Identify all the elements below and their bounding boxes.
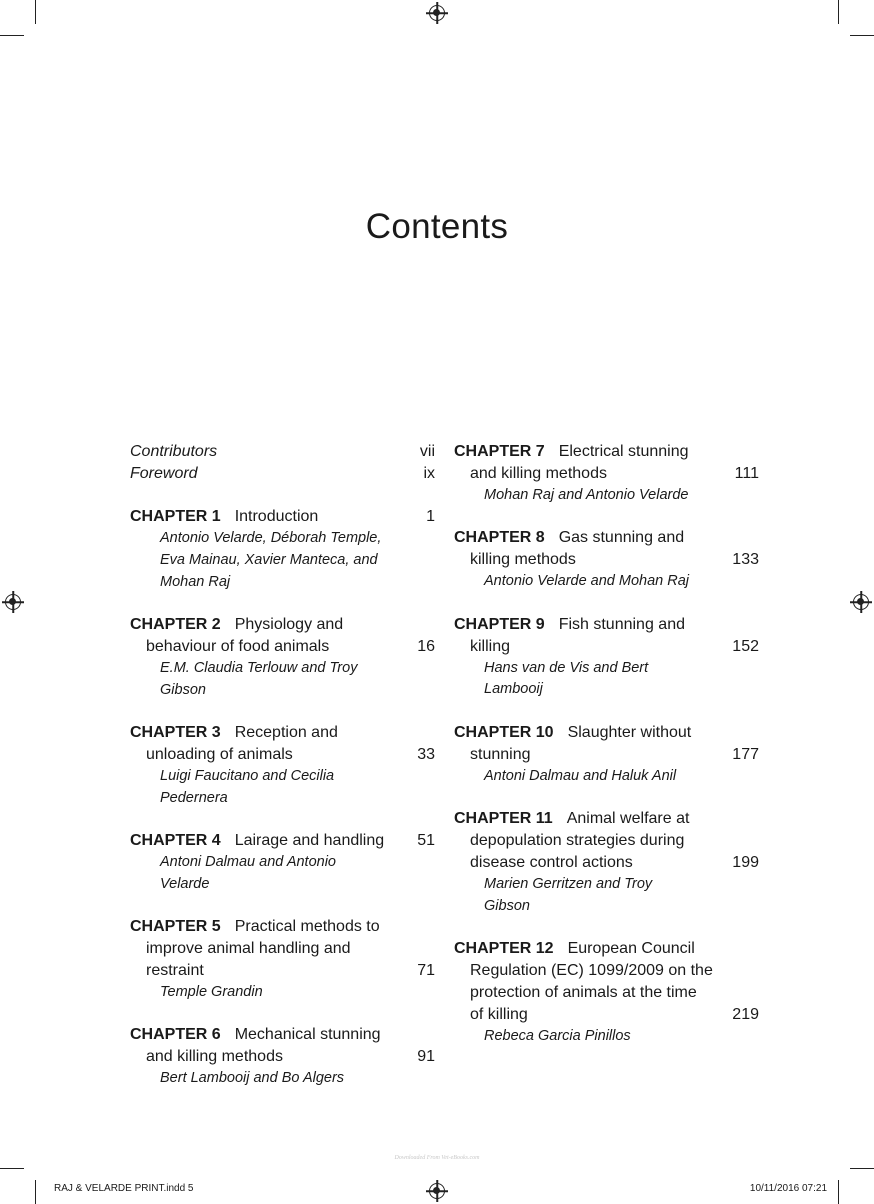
chapter-authors	[130, 766, 435, 810]
page-number: 111	[734, 465, 759, 482]
page-title: Contents	[365, 207, 509, 246]
toc-entry[interactable]	[454, 722, 759, 788]
chapter-authors	[130, 852, 435, 896]
chapter-title: killing methods	[470, 551, 576, 569]
registration-mark-icon	[429, 1183, 445, 1199]
chapter-title-line	[454, 722, 759, 744]
chapter-title-line	[454, 636, 759, 658]
front-matter-item[interactable]	[130, 463, 435, 485]
crop-mark	[35, 0, 36, 24]
front-matter-item[interactable]	[130, 441, 435, 463]
author-line: Rebeca Garcia Pinillos	[484, 1028, 631, 1045]
crop-mark	[850, 1168, 874, 1169]
chapter-title: unloading of animals	[146, 745, 293, 763]
author-line: Luigi Faucitano and Cecilia	[160, 767, 335, 784]
chapter-title-line	[454, 614, 759, 636]
chapter-title-line	[130, 1024, 435, 1046]
chapter-title: European Council	[567, 940, 695, 958]
crop-mark	[838, 0, 839, 24]
chapter-number: CHAPTER 5	[130, 918, 221, 936]
author-line: Antoni Dalmau and Antonio	[160, 854, 336, 871]
chapter-number: CHAPTER 6	[130, 1026, 221, 1044]
chapter-number: CHAPTER 2	[130, 615, 221, 633]
page-number: 16	[417, 637, 435, 655]
chapter-title-line	[130, 938, 435, 960]
chapter-title-line	[130, 722, 435, 744]
chapter-title-line	[130, 636, 435, 658]
chapter-number: CHAPTER 11	[454, 809, 553, 827]
author-line: Antoni Dalmau and Haluk Anil	[484, 767, 677, 784]
chapter-number: CHAPTER 3	[130, 723, 221, 741]
author-line: Lambooij	[484, 681, 543, 698]
chapter-title: killing	[470, 637, 511, 655]
chapter-title: Fish stunning and	[558, 615, 685, 633]
author-line: Mohan Raj	[160, 573, 231, 590]
registration-mark-icon	[429, 5, 445, 21]
toc-entry[interactable]	[130, 506, 435, 593]
chapter-title: Regulation (EC) 1099/2009 on the	[470, 962, 713, 980]
chapter-title: protection of animals at the time	[470, 984, 697, 1002]
author-line: E.M. Claudia Terlouw and Troy	[160, 659, 358, 676]
page-number: 152	[732, 637, 759, 655]
chapter-title-line	[454, 463, 759, 485]
chapter-title: Lairage and handling	[234, 832, 385, 850]
author-line: Pedernera	[160, 789, 228, 806]
chapter-title-line	[454, 1004, 759, 1026]
chapter-title: Animal welfare at	[566, 809, 690, 827]
author-line: Marien Gerritzen and Troy	[484, 875, 653, 892]
page-number: 199	[732, 853, 759, 871]
front-matter-label: Contributors	[130, 443, 218, 460]
chapter-number: CHAPTER 12	[454, 940, 554, 958]
toc-entry[interactable]	[454, 614, 759, 702]
chapter-title-line	[130, 614, 435, 636]
chapter-number: CHAPTER 8	[454, 529, 545, 547]
chapter-title: restraint	[146, 962, 204, 980]
registration-mark-icon	[853, 594, 869, 610]
crop-mark	[35, 1180, 36, 1204]
chapter-authors	[454, 1026, 759, 1048]
chapter-title-line	[454, 938, 759, 960]
page-number: vii	[419, 443, 435, 460]
chapter-authors	[454, 571, 759, 593]
toc-entry[interactable]	[130, 722, 435, 810]
chapter-number: CHAPTER 9	[454, 615, 545, 633]
author-line: Eva Mainau, Xavier Manteca, and	[160, 551, 378, 568]
page-number: 219	[732, 1006, 759, 1024]
chapter-title: stunning	[470, 745, 531, 763]
page-number: 1	[426, 508, 435, 525]
crop-mark	[850, 35, 874, 36]
toc-entry[interactable]	[130, 916, 435, 1004]
chapter-title: Practical methods to	[234, 918, 380, 936]
chapter-title: of killing	[470, 1006, 528, 1024]
chapter-title-line	[454, 960, 759, 982]
crop-mark	[0, 1168, 24, 1169]
chapter-title: Physiology and	[234, 615, 344, 633]
chapter-title: disease control actions	[470, 853, 633, 871]
toc-entry[interactable]	[454, 441, 759, 507]
author-line: Antonio Velarde and Mohan Raj	[484, 573, 690, 590]
chapter-title-line	[130, 506, 435, 528]
chapter-number: CHAPTER 4	[130, 832, 221, 850]
page-number: 177	[732, 745, 759, 763]
chapter-number: CHAPTER 10	[454, 723, 554, 741]
chapter-title-line	[454, 744, 759, 766]
toc-entry[interactable]	[454, 527, 759, 593]
author-line: Velarde	[160, 875, 210, 892]
chapter-list-left	[130, 506, 435, 1090]
chapter-authors	[130, 982, 435, 1004]
author-line: Antonio Velarde, Déborah Temple,	[160, 530, 382, 546]
chapter-authors	[130, 1068, 435, 1090]
footer-file-name: RAJ & VELARDE PRINT.indd 5	[54, 1183, 194, 1194]
page-number: ix	[423, 465, 435, 482]
page-number: 33	[417, 745, 435, 763]
chapter-title: and killing methods	[470, 465, 607, 482]
page-number: 91	[417, 1048, 435, 1066]
chapter-title: Introduction	[234, 508, 319, 525]
chapter-title: Mechanical stunning	[234, 1026, 381, 1044]
chapter-title: improve animal handling and	[146, 940, 351, 958]
chapter-authors	[130, 528, 435, 593]
chapter-title: Electrical stunning	[558, 443, 689, 460]
chapter-authors	[454, 485, 759, 507]
footer-timestamp: 10/11/2016 07:21	[749, 1183, 827, 1194]
toc-entry[interactable]	[130, 1024, 435, 1090]
chapter-title: Slaughter without	[567, 723, 692, 741]
chapter-title: Reception and	[234, 723, 338, 741]
chapter-title-line	[454, 527, 759, 549]
chapter-number: CHAPTER 1	[130, 508, 221, 525]
chapter-title-line	[130, 1046, 435, 1068]
author-line: Bert Lambooij and Bo Algers	[160, 1070, 345, 1087]
toc-entry[interactable]	[454, 808, 759, 918]
author-line: Temple Grandin	[160, 984, 263, 1001]
chapter-title-line	[454, 830, 759, 852]
chapter-title: behaviour of food animals	[146, 637, 330, 655]
watermark: Downloaded From Vet-eBooks.com	[394, 1155, 480, 1161]
chapter-title-line	[130, 916, 435, 938]
chapter-title-line	[454, 549, 759, 571]
author-line: Mohan Raj and Antonio Velarde	[484, 487, 689, 503]
author-line: Gibson	[484, 897, 530, 914]
crop-mark	[0, 35, 24, 36]
chapter-title-line	[454, 982, 759, 1004]
toc-entry[interactable]	[454, 938, 759, 1048]
page-number: 133	[732, 551, 759, 569]
chapter-title: and killing methods	[146, 1048, 283, 1066]
chapter-authors	[454, 874, 759, 918]
chapter-title: depopulation strategies during	[470, 831, 685, 849]
author-line: Hans van de Vis and Bert	[484, 659, 649, 676]
chapter-title-line	[130, 744, 435, 766]
page-number: 71	[417, 962, 435, 980]
toc-entry[interactable]	[130, 830, 435, 896]
chapter-title-line	[454, 808, 759, 830]
chapter-title-line	[454, 441, 759, 463]
registration-mark-icon	[5, 594, 21, 610]
chapter-title-line	[130, 960, 435, 982]
toc-right-column	[454, 441, 759, 1068]
author-line: Gibson	[160, 681, 206, 698]
chapter-authors	[130, 658, 435, 702]
chapter-number: CHAPTER 7	[454, 443, 545, 460]
chapter-list-right	[454, 441, 759, 1048]
chapter-title: Gas stunning and	[558, 529, 685, 547]
crop-mark	[838, 1180, 839, 1204]
chapter-title-line	[130, 830, 435, 852]
front-matter	[130, 441, 435, 485]
front-matter-label: Foreword	[130, 465, 198, 482]
toc-entry[interactable]	[130, 614, 435, 702]
chapter-authors	[454, 658, 759, 702]
chapter-authors	[454, 766, 759, 788]
chapter-title-line	[454, 852, 759, 874]
toc-left-column	[130, 441, 435, 1111]
page-number: 51	[417, 832, 435, 850]
